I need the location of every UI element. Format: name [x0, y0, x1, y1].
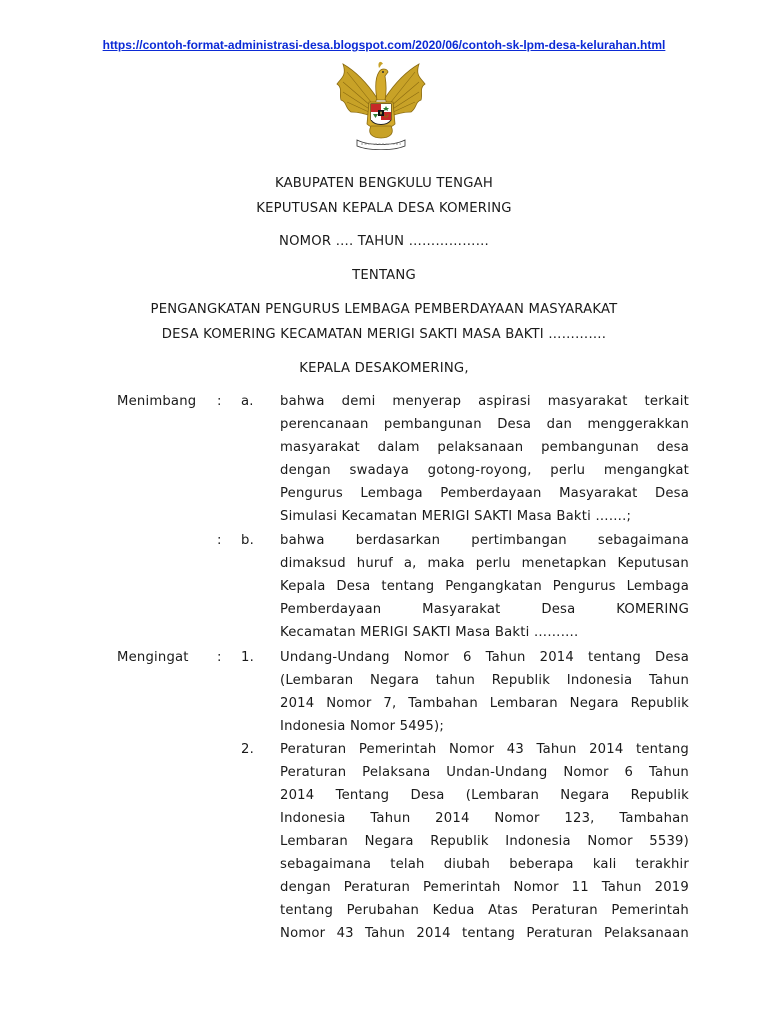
- authority-title: KEPALA DESAKOMERING,: [299, 361, 469, 376]
- menimbang-colon: :: [217, 394, 222, 409]
- garuda-pancasila-emblem: [331, 58, 431, 150]
- item-1-number: 1.: [241, 650, 254, 665]
- item-2-line: Nomor 43 Tahun 2014 tentang Peraturan Pelaksanaan: [280, 926, 689, 941]
- item-b-colon: :: [217, 533, 222, 548]
- item-2-line: Indonesia Tahun 2014 Nomor 123, Tambahan: [280, 811, 689, 826]
- subject-line-2: DESA KOMERING KECAMATAN MERIGI SAKTI MASA BAKTI ………….: [161, 327, 607, 342]
- item-b-line: Pemberdayaan Masyarakat Desa KOMERING: [280, 602, 689, 617]
- item-a-line: bahwa demi menyerap aspirasi masyarakat terkait: [280, 394, 689, 409]
- item-2-line: sebagaimana telah diubah beberapa kali terakhir: [280, 857, 689, 872]
- item-1-line: Undang-Undang Nomor 6 Tahun 2014 tentang Desa: [280, 650, 689, 665]
- item-1-line: 2014 Nomor 7, Tambahan Lembaran Negara Republik: [280, 696, 689, 711]
- about-heading: TENTANG: [352, 268, 416, 283]
- subject-line-1: PENGANGKATAN PENGURUS LEMBAGA PEMBERDAYAAN MASYARAKAT: [150, 302, 618, 317]
- item-2-line: Lembaran Negara Republik Indonesia Nomor 5539): [280, 834, 689, 849]
- item-2-number: 2.: [241, 742, 254, 757]
- item-2-line: 2014 Tentang Desa (Lembaran Negara Republik: [280, 788, 689, 803]
- item-b-number: b.: [241, 533, 254, 548]
- item-a-line: perencanaan pembangunan Desa dan menggerakkan: [280, 417, 689, 432]
- item-b-line: Kecamatan MERIGI SAKTI Masa Bakti ……….: [280, 625, 579, 640]
- item-2-line: tentang Perubahan Kedua Atas Peraturan Pemerintah: [280, 903, 689, 918]
- source-url-link[interactable]: https://contoh-format-administrasi-desa.blogspot.com/2020/06/contoh-sk-lpm-desa-kelurahan.html: [102, 38, 666, 52]
- item-a-line: Pengurus Lembaga Pemberdayaan Masyarakat Desa: [280, 486, 689, 501]
- mengingat-label: Mengingat: [117, 650, 189, 665]
- item-2-line: Peraturan Pelaksana Undan-Undang Nomor 6 Tahun: [280, 765, 689, 780]
- mengingat-colon: :: [217, 650, 222, 665]
- menimbang-label: Menimbang: [117, 394, 197, 409]
- item-1-line: Indonesia Nomor 5495);: [280, 719, 444, 734]
- item-b-line: dimaksud huruf a, maka perlu menetapkan Keputusan: [280, 556, 689, 571]
- item-a-line: masyarakat dalam pelaksanaan pembangunan desa: [280, 440, 689, 455]
- regency-heading: KABUPATEN BENGKULU TENGAH: [274, 176, 494, 191]
- item-1-line: (Lembaran Negara tahun Republik Indonesia Tahun: [280, 673, 689, 688]
- item-2-line: dengan Peraturan Pemerintah Nomor 11 Tahun 2019: [280, 880, 689, 895]
- decree-heading: KEPUTUSAN KEPALA DESA KOMERING: [256, 201, 512, 216]
- item-2-line: Peraturan Pemerintah Nomor 43 Tahun 2014 tentang: [280, 742, 689, 757]
- item-b-line: Kepala Desa tentang Pengangkatan Pengurus Lembaga: [280, 579, 689, 594]
- item-b-line: bahwa berdasarkan pertimbangan sebagaimana: [280, 533, 689, 548]
- item-a-line: dengan swadaya gotong-royong, perlu mengangkat: [280, 463, 689, 478]
- item-a-line: Simulasi Kecamatan MERIGI SAKTI Masa Bakti …….;: [280, 509, 632, 524]
- item-a-number: a.: [241, 394, 254, 409]
- decree-number: NOMOR …. TAHUN ………………: [279, 234, 489, 249]
